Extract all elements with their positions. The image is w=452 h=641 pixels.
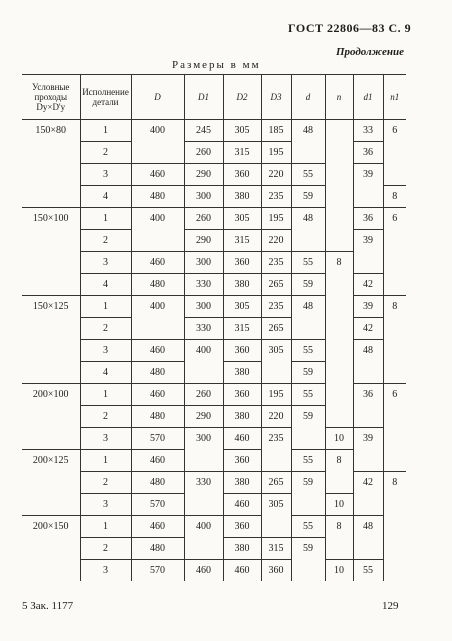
table-row bbox=[22, 450, 406, 472]
table-row bbox=[22, 406, 406, 428]
table-cell-d3: 360 bbox=[261, 560, 291, 582]
table-cell-n bbox=[325, 296, 353, 318]
table-cell-ex: 3 bbox=[80, 428, 131, 450]
table-cell-d1: 260 bbox=[184, 208, 223, 230]
units-caption: Размеры в мм bbox=[172, 59, 261, 71]
table-cell-d2: 305 bbox=[223, 296, 261, 318]
table-cell-ex: 3 bbox=[80, 494, 131, 516]
table-cell-ex: 4 bbox=[80, 186, 131, 208]
table-cell-d bbox=[131, 142, 184, 164]
table-cell-d3: 185 bbox=[261, 120, 291, 142]
table-cell-d1 bbox=[353, 406, 383, 428]
table-cell-d2: 360 bbox=[223, 164, 261, 186]
table-cell-dn bbox=[22, 538, 80, 560]
table-cell-ex: 3 bbox=[80, 252, 131, 274]
table-cell-d: 400 bbox=[131, 208, 184, 230]
table-cell-ex: 3 bbox=[80, 560, 131, 582]
table-cell-n: 8 bbox=[325, 450, 353, 472]
table-cell-dn: 150×125 bbox=[22, 296, 80, 318]
table-cell-n1 bbox=[383, 362, 406, 384]
table-cell-dn bbox=[22, 340, 80, 362]
table-row bbox=[22, 516, 406, 538]
table-cell-n: 8 bbox=[325, 252, 353, 274]
table-cell-n: 8 bbox=[325, 516, 353, 538]
table-cell-ex: 1 bbox=[80, 120, 131, 142]
table-row bbox=[22, 560, 406, 582]
table-cell-d bbox=[291, 230, 325, 252]
table-cell-d2: 460 bbox=[223, 560, 261, 582]
table-cell-d1: 39 bbox=[353, 296, 383, 318]
table-cell-ex: 1 bbox=[80, 384, 131, 406]
table-cell-d1 bbox=[184, 538, 223, 560]
page-number: 129 bbox=[382, 600, 399, 612]
table-cell-d2: 305 bbox=[223, 208, 261, 230]
table-cell-dn bbox=[22, 494, 80, 516]
table-cell-d1: 330 bbox=[184, 472, 223, 494]
table-cell-ex: 2 bbox=[80, 472, 131, 494]
col-header: n1 bbox=[383, 75, 406, 120]
table-cell-d1: 300 bbox=[184, 252, 223, 274]
table-row bbox=[22, 208, 406, 230]
table-cell-d2: 360 bbox=[223, 450, 261, 472]
table-cell-ex: 3 bbox=[80, 164, 131, 186]
table-cell-d3 bbox=[261, 450, 291, 472]
table-cell-d1: 300 bbox=[184, 428, 223, 450]
table-cell-d bbox=[291, 142, 325, 164]
table-cell-d1: 36 bbox=[353, 384, 383, 406]
table-cell-d1: 330 bbox=[184, 274, 223, 296]
table-cell-ex: 2 bbox=[80, 142, 131, 164]
table-cell-d1: 260 bbox=[184, 142, 223, 164]
table-cell-n: 10 bbox=[325, 560, 353, 582]
table-row bbox=[22, 362, 406, 384]
table-cell-d3: 220 bbox=[261, 164, 291, 186]
table-cell-d1 bbox=[184, 362, 223, 384]
table-cell-n bbox=[325, 472, 353, 494]
table-cell-d3: 235 bbox=[261, 296, 291, 318]
table-cell-dn bbox=[22, 252, 80, 274]
table-cell-d1: 290 bbox=[184, 230, 223, 252]
table-cell-d: 48 bbox=[291, 296, 325, 318]
table-cell-d bbox=[131, 318, 184, 340]
table-cell-d: 460 bbox=[131, 340, 184, 362]
table-cell-d: 400 bbox=[131, 296, 184, 318]
table-row bbox=[22, 230, 406, 252]
table-cell-d bbox=[131, 230, 184, 252]
table-cell-d2: 360 bbox=[223, 340, 261, 362]
table-cell-d1 bbox=[353, 450, 383, 472]
table-cell-n bbox=[325, 318, 353, 340]
table-cell-d1: 400 bbox=[184, 516, 223, 538]
table-cell-d2: 360 bbox=[223, 252, 261, 274]
table-cell-ex: 2 bbox=[80, 230, 131, 252]
table-cell-dn bbox=[22, 362, 80, 384]
table-cell-n bbox=[325, 142, 353, 164]
table-cell-d1: 39 bbox=[353, 230, 383, 252]
table-cell-n bbox=[325, 120, 353, 142]
table-cell-ex: 1 bbox=[80, 450, 131, 472]
col-header: Условные проходы Dy×D'y bbox=[22, 75, 80, 120]
table-cell-ex: 1 bbox=[80, 208, 131, 230]
table-cell-ex: 1 bbox=[80, 516, 131, 538]
table-cell-d1 bbox=[184, 494, 223, 516]
table-cell-d2: 360 bbox=[223, 384, 261, 406]
table-cell-d3: 315 bbox=[261, 538, 291, 560]
table-cell-d1: 260 bbox=[184, 384, 223, 406]
table-cell-d: 480 bbox=[131, 538, 184, 560]
table-cell-d1: 300 bbox=[184, 186, 223, 208]
col-header: d bbox=[291, 75, 325, 120]
table-cell-n bbox=[325, 340, 353, 362]
table-cell-d: 59 bbox=[291, 472, 325, 494]
table-cell-n1 bbox=[383, 274, 406, 296]
table-cell-n1 bbox=[383, 252, 406, 274]
table-cell-n1 bbox=[383, 230, 406, 252]
table-cell-dn bbox=[22, 318, 80, 340]
table-cell-d2: 305 bbox=[223, 120, 261, 142]
table-cell-d3: 265 bbox=[261, 318, 291, 340]
table-row bbox=[22, 494, 406, 516]
table-cell-d3: 265 bbox=[261, 274, 291, 296]
table-cell-ex: 4 bbox=[80, 274, 131, 296]
table-cell-d1 bbox=[353, 362, 383, 384]
table-cell-d1: 42 bbox=[353, 274, 383, 296]
table-cell-d2: 360 bbox=[223, 516, 261, 538]
table-cell-d1: 245 bbox=[184, 120, 223, 142]
table-row bbox=[22, 384, 406, 406]
table-cell-ex: 2 bbox=[80, 318, 131, 340]
table-cell-d2: 460 bbox=[223, 428, 261, 450]
table-header-row bbox=[22, 75, 406, 120]
table-cell-d: 59 bbox=[291, 406, 325, 428]
table-cell-d3 bbox=[261, 516, 291, 538]
table-cell-dn bbox=[22, 186, 80, 208]
table-row bbox=[22, 318, 406, 340]
table-row bbox=[22, 428, 406, 450]
table-cell-d: 460 bbox=[131, 252, 184, 274]
table-cell-dn bbox=[22, 164, 80, 186]
table-cell-n1 bbox=[383, 494, 406, 516]
table-cell-d3: 220 bbox=[261, 230, 291, 252]
table-cell-d1: 36 bbox=[353, 142, 383, 164]
table-row bbox=[22, 538, 406, 560]
table-row bbox=[22, 472, 406, 494]
table-cell-d3: 195 bbox=[261, 384, 291, 406]
table-cell-d3: 305 bbox=[261, 494, 291, 516]
table-cell-n1 bbox=[383, 340, 406, 362]
table-row bbox=[22, 186, 406, 208]
table-row bbox=[22, 296, 406, 318]
table-cell-d2: 315 bbox=[223, 142, 261, 164]
table-cell-d: 460 bbox=[131, 450, 184, 472]
table-cell-d: 55 bbox=[291, 450, 325, 472]
table-cell-d1: 48 bbox=[353, 516, 383, 538]
table-cell-dn bbox=[22, 142, 80, 164]
table-cell-dn: 150×100 bbox=[22, 208, 80, 230]
table-cell-d: 460 bbox=[131, 164, 184, 186]
table-cell-n1 bbox=[383, 516, 406, 538]
table-cell-d: 55 bbox=[291, 252, 325, 274]
table-cell-dn: 200×150 bbox=[22, 516, 80, 538]
table-cell-d3: 265 bbox=[261, 472, 291, 494]
table-cell-n1: 8 bbox=[383, 296, 406, 318]
table-cell-dn bbox=[22, 428, 80, 450]
table-cell-d2: 315 bbox=[223, 230, 261, 252]
table-cell-dn: 200×125 bbox=[22, 450, 80, 472]
table-cell-d3: 305 bbox=[261, 340, 291, 362]
table-cell-n bbox=[325, 230, 353, 252]
table-cell-d1 bbox=[353, 252, 383, 274]
table-cell-d: 480 bbox=[131, 274, 184, 296]
table-cell-dn bbox=[22, 406, 80, 428]
table-cell-d1: 330 bbox=[184, 318, 223, 340]
table-cell-d2: 380 bbox=[223, 406, 261, 428]
table-cell-d: 55 bbox=[291, 340, 325, 362]
col-header: D3 bbox=[261, 75, 291, 120]
table-cell-d3: 235 bbox=[261, 252, 291, 274]
table-cell-d: 480 bbox=[131, 362, 184, 384]
table-cell-d1 bbox=[353, 538, 383, 560]
table-cell-dn bbox=[22, 230, 80, 252]
table-cell-d bbox=[291, 428, 325, 450]
table-cell-d2: 315 bbox=[223, 318, 261, 340]
table-cell-n1 bbox=[383, 406, 406, 428]
table-row bbox=[22, 142, 406, 164]
table-cell-d1: 460 bbox=[184, 560, 223, 582]
table-cell-d2: 380 bbox=[223, 362, 261, 384]
table-cell-d: 570 bbox=[131, 428, 184, 450]
table-cell-d1: 55 bbox=[353, 560, 383, 582]
table-cell-n1 bbox=[383, 142, 406, 164]
table-cell-d1 bbox=[353, 186, 383, 208]
table-cell-d: 460 bbox=[131, 516, 184, 538]
table-cell-d3 bbox=[261, 362, 291, 384]
table-cell-n1: 8 bbox=[383, 472, 406, 494]
table-cell-n bbox=[325, 274, 353, 296]
table-cell-n1 bbox=[383, 538, 406, 560]
table-row bbox=[22, 164, 406, 186]
table-cell-d: 570 bbox=[131, 560, 184, 582]
table-cell-d1 bbox=[353, 494, 383, 516]
table-cell-d3: 220 bbox=[261, 406, 291, 428]
table-cell-d bbox=[291, 494, 325, 516]
table-cell-d1: 400 bbox=[184, 340, 223, 362]
footer-order-number: 5 Зак. 1177 bbox=[22, 600, 74, 612]
table-cell-d2: 380 bbox=[223, 274, 261, 296]
table-cell-d: 480 bbox=[131, 472, 184, 494]
table-cell-n: 10 bbox=[325, 494, 353, 516]
col-header: D bbox=[131, 75, 184, 120]
table-cell-d2: 380 bbox=[223, 186, 261, 208]
table-cell-d: 570 bbox=[131, 494, 184, 516]
page-header: ГОСТ 22806—83 С. 9 bbox=[288, 21, 412, 35]
table-cell-d1: 290 bbox=[184, 406, 223, 428]
table-cell-d1: 39 bbox=[353, 428, 383, 450]
table-cell-ex: 3 bbox=[80, 340, 131, 362]
table-cell-d: 480 bbox=[131, 406, 184, 428]
table-cell-dn bbox=[22, 560, 80, 582]
table-cell-d1: 48 bbox=[353, 340, 383, 362]
table-cell-n1: 6 bbox=[383, 120, 406, 142]
table-cell-n1: 6 bbox=[383, 384, 406, 406]
dimensions-table bbox=[22, 74, 406, 581]
table-cell-n bbox=[325, 384, 353, 406]
table-cell-d2: 380 bbox=[223, 472, 261, 494]
table-cell-dn bbox=[22, 472, 80, 494]
table-cell-d bbox=[291, 318, 325, 340]
table-cell-n bbox=[325, 208, 353, 230]
table-cell-d3: 195 bbox=[261, 208, 291, 230]
table-cell-d: 59 bbox=[291, 362, 325, 384]
table-cell-d1: 290 bbox=[184, 164, 223, 186]
table-cell-d: 55 bbox=[291, 164, 325, 186]
table-cell-d: 55 bbox=[291, 384, 325, 406]
table-cell-d1: 33 bbox=[353, 120, 383, 142]
table-cell-n1 bbox=[383, 428, 406, 450]
table-row bbox=[22, 252, 406, 274]
table-cell-ex: 4 bbox=[80, 362, 131, 384]
table-cell-d: 460 bbox=[131, 384, 184, 406]
table-cell-ex: 2 bbox=[80, 538, 131, 560]
table-cell-d1: 42 bbox=[353, 318, 383, 340]
table-cell-dn: 200×100 bbox=[22, 384, 80, 406]
table-cell-n1: 8 bbox=[383, 186, 406, 208]
table-cell-d1: 42 bbox=[353, 472, 383, 494]
table-cell-n1 bbox=[383, 164, 406, 186]
table-cell-d bbox=[291, 560, 325, 582]
table-cell-ex: 1 bbox=[80, 296, 131, 318]
table-cell-d: 59 bbox=[291, 538, 325, 560]
table-cell-n1 bbox=[383, 318, 406, 340]
table-cell-dn: 150×80 bbox=[35, 125, 67, 137]
table-cell-d: 48 bbox=[291, 120, 325, 142]
table-cell-d1 bbox=[184, 450, 223, 472]
table-cell-n1 bbox=[383, 450, 406, 472]
table-cell-ex: 2 bbox=[80, 406, 131, 428]
table-cell-d: 59 bbox=[291, 186, 325, 208]
table-cell-d3: 235 bbox=[261, 428, 291, 450]
col-header: d1 bbox=[353, 75, 383, 120]
table-cell-d1: 39 bbox=[353, 164, 383, 186]
table-cell-n bbox=[325, 362, 353, 384]
table-cell-d: 59 bbox=[291, 274, 325, 296]
table-cell-n1 bbox=[383, 560, 406, 582]
table-row bbox=[22, 274, 406, 296]
table-cell-d: 480 bbox=[131, 186, 184, 208]
table-cell-n: 10 bbox=[325, 428, 353, 450]
table-cell-dn bbox=[22, 274, 80, 296]
col-header: D2 bbox=[223, 75, 261, 120]
continued-label: Продолжение bbox=[335, 46, 404, 58]
table-cell-n bbox=[325, 406, 353, 428]
col-header: D1 bbox=[184, 75, 223, 120]
table-cell-d: 400 bbox=[131, 120, 184, 142]
table-cell-d2: 460 bbox=[223, 494, 261, 516]
table-cell-d3: 195 bbox=[261, 142, 291, 164]
table-cell-n1: 6 bbox=[383, 208, 406, 230]
table-cell-d1: 300 bbox=[184, 296, 223, 318]
table-cell-d2: 380 bbox=[223, 538, 261, 560]
table-cell-n bbox=[325, 164, 353, 186]
table-cell-n bbox=[325, 186, 353, 208]
table-cell-d: 55 bbox=[291, 516, 325, 538]
table-cell-d3: 235 bbox=[261, 186, 291, 208]
table-cell-d: 48 bbox=[291, 208, 325, 230]
col-header: n bbox=[325, 75, 353, 120]
table-row bbox=[22, 120, 406, 142]
table-cell-d1: 36 bbox=[353, 208, 383, 230]
table-row bbox=[22, 340, 406, 362]
col-header: Исполнение детали bbox=[80, 75, 131, 120]
table-cell-n bbox=[325, 538, 353, 560]
